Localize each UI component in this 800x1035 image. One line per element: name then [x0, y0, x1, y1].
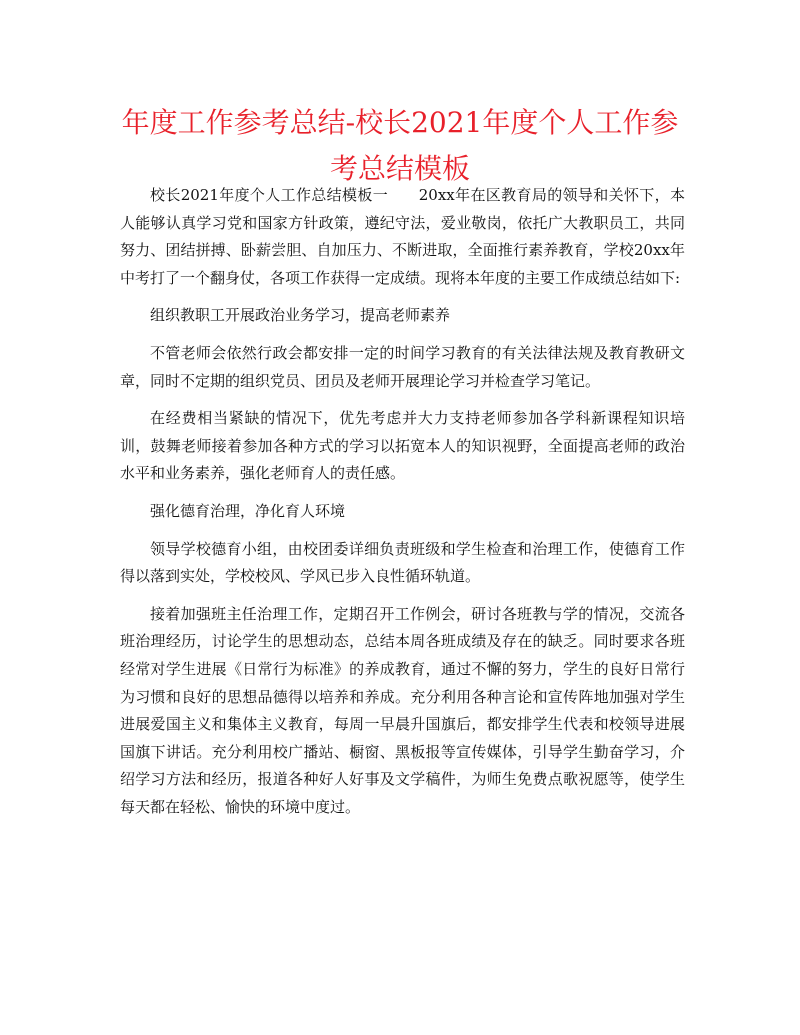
document-body	[120, 182, 685, 821]
paragraph-moral-team: 领导学校德育小组，由校团委详细负责班级和学生检查和治理工作，使德育工作得以落到实处，学校校风、学风已步入良性循环轨道。	[120, 539, 685, 586]
section-heading-moral-education: 强化德育治理，净化育人环境	[150, 501, 346, 520]
section-heading-political-study: 组织教职工开展政治业务学习，提高老师素养	[150, 306, 451, 325]
document-title: 年度工作参考总结-校长2021年度个人工作参考总结模板	[121, 106, 679, 185]
paragraph-class-management: 接着加强班主任治理工作，定期召开工作例会，研讨各班教与学的情况，交流各班治理经历，讨论学生的思想动态，总结本周各班成绩及存在的缺乏。同时要求各班经常对学生进展《日常行为标准》的养成教育，通过不懈的努力，学生的良好日常行为习惯和良好的思想品德得以培养和养成。充分利用各种言论和宣传阵地加强对学生进展爱国主义和集体主义教育，每周一早晨升国旗后，都安排学生代表和校领导进展国旗下讲话。充分利用校广播站、橱窗、黑板报等宣传媒体，引导学生勤奋学习，介绍学习方法和经历，报道各种好人好事及文学稿件，为师生免费点歌祝愿等，使学生每天都在轻松、愉快的环境中度过。	[120, 604, 685, 816]
paragraph-training: 在经费相当紧缺的情况下，优先考虑并大力支持老师参加各学科新课程知识培训，鼓舞老师接着参加各种方式的学习以拓宽本人的知识视野，全面提高老师的政治水平和业务素养，强化老师育人的责任感。	[120, 409, 685, 483]
paragraph-study-arrangement: 不管老师会依然行政会都安排一定的时间学习教育的有关法律法规及教育教研文章，同时不定期的组织党员、团员及老师开展理论学习并检查学习笔记。	[120, 343, 685, 390]
paragraph-intro: 校长2021年度个人工作总结模板一 20xx年在区教育局的领导和关怀下，本人能够认真学习党和国家方针政策，遵纪守法，爱业敬岗，依托广大教职员工，共同努力、团结拼搏、卧薪尝胆、自加压力、不断进取，全面推行素养教育，学校20xx年中考打了一个翻身仗，各项工作获得一定成绩。现将本年度的主要工作成绩总结如下:	[120, 186, 685, 287]
